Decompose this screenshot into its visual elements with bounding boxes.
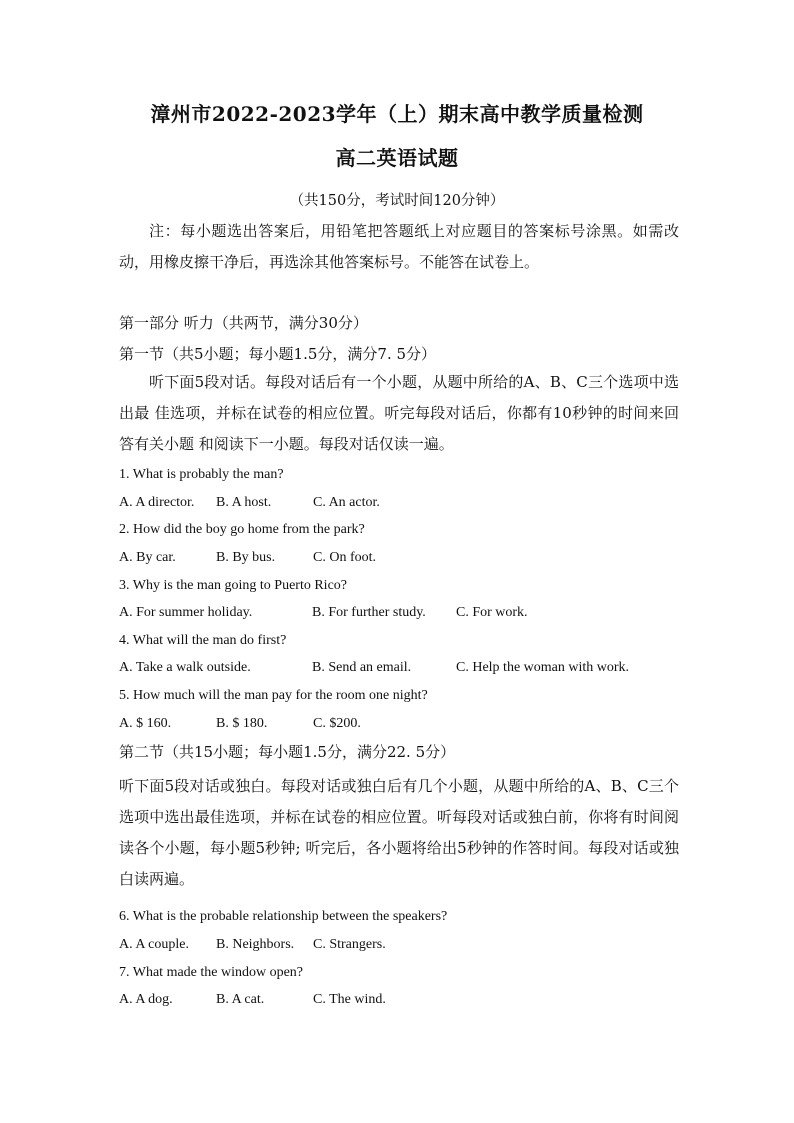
option-a: A. For summer holiday. [119,605,253,620]
options-6 [119,937,386,953]
option-a: A. A couple. [119,937,189,952]
option-b: B. A cat. [216,992,265,1007]
option-c: C. An actor. [313,495,380,510]
section1-heading: 第一节（共5小题；每小题1.5分，满分7. 5分） [119,345,437,363]
options-5 [119,716,361,732]
option-c: C. Strangers. [313,937,386,952]
option-c: C. $200. [313,716,361,731]
question-6: 6. What is the probable relationship between the speakers? [119,909,448,924]
exam-notice: 注：每小题选出答案后，用铅笔把答题纸上对应题目的答案标号涂黑。如需改动，用橡皮擦干净后，再选涂其他答案标号。不能答在试卷上。 [119,222,679,271]
option-a: A. By car. [119,550,176,565]
exam-title: 漳州市2022-2023学年（上）期末高中教学质量检测 [150,102,644,126]
option-b: B. Send an email. [312,660,412,675]
option-c: C. Help the woman with work. [456,660,630,675]
part1-heading: 第一部分 听力（共两节，满分30分） [119,314,368,332]
option-c: C. The wind. [313,992,386,1007]
question-3: 3. Why is the man going to Puerto Rico? [119,578,347,593]
options-3 [119,605,528,621]
options-7 [119,992,386,1008]
section2-heading: 第二节（共15小题；每小题1.5分，满分22. 5分） [119,743,456,761]
options-2 [119,550,376,566]
section1-instructions: 听下面5段对话。每段对话后有一个小题，从题中所给的A、B、C三个选项中选出最 佳选项，并标在试卷的相应位置。听完每段对话后，你都有10秒钟的时间来回答有关小题 和阅读下一小题。每段对话仅读一遍。 [119,373,679,453]
option-b: B. By bus. [216,550,276,565]
option-a: A. A dog. [119,992,173,1007]
exam-info: （共150分，考试时间120分钟） [289,193,505,209]
option-b: B. A host. [216,495,272,510]
option-a: A. $ 160. [119,716,172,731]
options-1 [119,495,380,511]
question-2: 2. How did the boy go home from the park? [119,522,365,537]
option-c: C. On foot. [313,550,376,565]
option-a: A. Take a walk outside. [119,660,251,675]
options-4 [119,660,629,676]
option-b: B. Neighbors. [216,937,295,952]
question-7: 7. What made the window open? [119,965,304,980]
question-4: 4. What will the man do first? [119,633,287,648]
option-a: A. A director. [119,495,195,510]
section2-instructions: 听下面5段对话或独白。每段对话或独白后有几个小题，从题中所给的A、B、C三个选项中选出最佳选项，并标在试卷的相应位置。听每段对话或独白前，你将有时间阅读各个小题，每小题5秒钟; 听完后，各小题将给出5秒钟的作答时间。每段对话或独白读两遍。 [119,777,679,888]
question-1: 1. What is probably the man? [119,467,284,482]
option-b: B. $ 180. [216,716,268,731]
option-c: C. For work. [456,605,528,620]
option-b: B. For further study. [312,605,426,620]
exam-subtitle: 高二英语试题 [335,146,459,170]
question-5: 5. How much will the man pay for the room one night? [119,688,428,703]
